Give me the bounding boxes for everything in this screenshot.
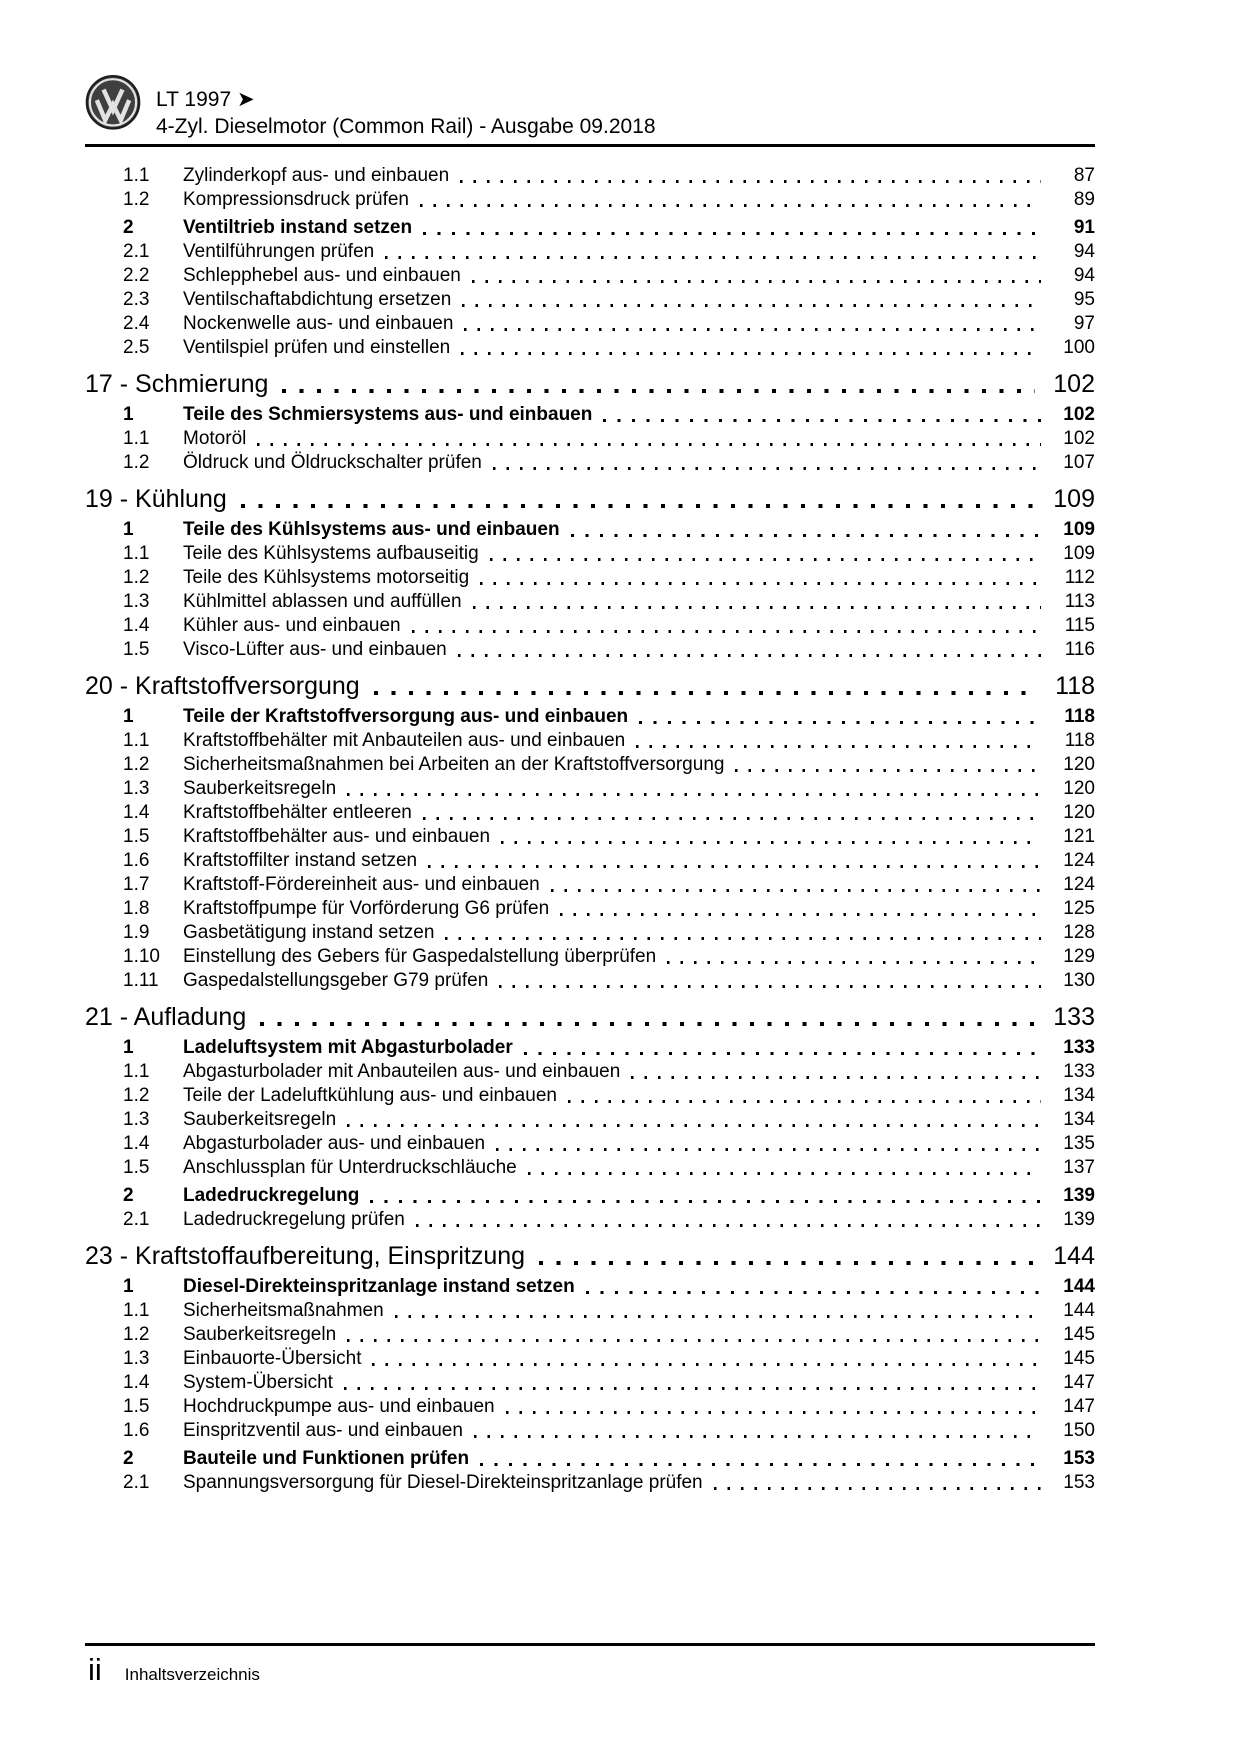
toc-entry-row[interactable] (85, 1447, 1095, 1471)
toc-entry-title: Gaspedalstellungsgeber G79 prüfen (183, 970, 489, 991)
dotted-leader (464, 328, 1041, 331)
toc-entry-page: 113 (1064, 591, 1095, 612)
toc-entry-page: 135 (1063, 1133, 1095, 1154)
toc-entry-page: 120 (1063, 778, 1095, 799)
toc-entry-title: Teile der Kraftstoffversorgung aus- und einbauen (183, 706, 629, 727)
toc-entry-page: 133 (1063, 1037, 1095, 1058)
toc-entry-row[interactable] (85, 873, 1095, 897)
toc-entry-number: 2.3 (123, 289, 150, 310)
toc-entry-page: 89 (1073, 189, 1095, 210)
toc-entry-number: 1.5 (123, 639, 150, 660)
dotted-leader (551, 889, 1041, 892)
toc-entry-title: Spannungsversorgung für Diesel-Direkteinspritzanlage prüfen (183, 1472, 703, 1493)
toc-entry-number: 1.6 (123, 1420, 150, 1441)
toc-entry-page: 150 (1063, 1420, 1095, 1441)
dotted-leader (412, 630, 1041, 633)
toc-entry-title: Ladedruckregelung (183, 1185, 360, 1206)
toc-entry-page: 129 (1063, 946, 1095, 967)
toc-entry-title: Kraftstoffbehälter aus- und einbauen (183, 826, 491, 847)
toc-entry-title: Diesel-Direkteinspritzanlage instand setzen (183, 1276, 575, 1297)
toc-chapter-row[interactable] (85, 369, 1095, 399)
toc-entry-page: 102 (1063, 404, 1095, 425)
toc-chapter-title: 19 - Kühlung (85, 485, 227, 513)
dotted-leader (395, 1315, 1041, 1318)
toc-entry-row[interactable] (85, 1347, 1095, 1371)
dotted-leader (241, 504, 1035, 508)
toc-entry-row[interactable] (85, 566, 1095, 590)
toc-entry-page: 112 (1064, 567, 1095, 588)
dotted-leader (282, 389, 1035, 393)
toc-entry-row[interactable] (85, 945, 1095, 969)
toc-entry-page: 121 (1063, 826, 1095, 847)
toc-entry-title: Nockenwelle aus- und einbauen (183, 313, 454, 334)
dotted-leader (420, 204, 1041, 207)
toc-entry-title: Teile des Kühlsystems motorseitig (183, 567, 470, 588)
toc-entry-row[interactable] (85, 240, 1095, 264)
dotted-leader (416, 1224, 1041, 1227)
toc-entry-number: 1 (123, 1037, 134, 1058)
toc-chapter-row[interactable] (85, 484, 1095, 514)
toc-entry-number: 1.2 (123, 1085, 150, 1106)
toc-entry-title: System-Übersicht (183, 1372, 333, 1393)
toc-entry-number: 1.5 (123, 1157, 150, 1178)
dotted-leader (496, 1148, 1041, 1151)
toc-entry-page: 133 (1063, 1061, 1095, 1082)
toc-entry-number: 1.4 (123, 802, 150, 823)
toc-entry-row[interactable] (85, 1084, 1095, 1108)
toc-entry-title: Sauberkeitsregeln (183, 1109, 337, 1130)
toc-entry-row[interactable] (85, 1108, 1095, 1132)
toc-entry-number: 1.9 (123, 922, 150, 943)
dotted-leader (445, 937, 1041, 940)
toc-entry-number: 1.10 (123, 946, 160, 967)
toc-chapter-title: 23 - Kraftstoffaufbereitung, Einspritzung (85, 1242, 526, 1270)
toc-entry-number: 1.4 (123, 1133, 150, 1154)
toc-entry-page: 100 (1063, 337, 1095, 358)
toc-entry-title: Abgasturbolader aus- und einbauen (183, 1133, 486, 1154)
model-line: LT 1997 ➤ (156, 88, 255, 111)
toc-entry-row[interactable] (85, 921, 1095, 945)
dotted-leader (385, 256, 1041, 259)
toc-chapter-page: 133 (1053, 1003, 1095, 1031)
toc-entry-page: 109 (1063, 519, 1095, 540)
toc-entry-row[interactable] (85, 969, 1095, 993)
toc-entry-page: 144 (1063, 1276, 1095, 1297)
toc-entry-row[interactable] (85, 1471, 1095, 1495)
toc-entry-title: Abgasturbolader mit Anbauteilen aus- und einbauen (183, 1061, 621, 1082)
toc-entry-number: 1.8 (123, 898, 150, 919)
header-rule (85, 144, 1095, 147)
toc-chapter-title: 21 - Aufladung (85, 1003, 247, 1031)
toc-entry-page: 109 (1063, 543, 1095, 564)
toc-entry-title: Einspritzventil aus- und einbauen (183, 1420, 463, 1441)
dotted-leader (347, 793, 1041, 796)
toc-entry-row[interactable] (85, 849, 1095, 873)
toc-entry-row[interactable] (85, 590, 1095, 614)
dotted-leader (423, 817, 1041, 820)
dotted-leader (636, 745, 1041, 748)
toc-entry-row[interactable] (85, 1395, 1095, 1419)
toc-entry-title: Kraftstoff-Fördereinheit aus- und einbauen (183, 874, 540, 895)
edition-line: 4-Zyl. Dieselmotor (Common Rail) - Ausgabe 09.2018 (156, 115, 656, 138)
toc-entry-number: 1.1 (123, 428, 150, 449)
dotted-leader (639, 721, 1041, 724)
toc-entry-page: 134 (1063, 1109, 1095, 1130)
toc-entry-row[interactable] (85, 164, 1095, 188)
toc-entry-page: 137 (1063, 1157, 1095, 1178)
toc-entry-title: Sauberkeitsregeln (183, 1324, 337, 1345)
footer-rule (85, 1643, 1095, 1646)
toc-entry-page: 124 (1063, 874, 1095, 895)
toc-chapter-row[interactable] (85, 671, 1095, 701)
toc-entry-title: Kühler aus- und einbauen (183, 615, 401, 636)
toc-entry-page: 95 (1073, 289, 1095, 310)
toc-entry-number: 1.1 (123, 543, 150, 564)
dotted-leader (568, 1100, 1041, 1103)
dotted-leader (631, 1076, 1041, 1079)
toc-entry-row[interactable] (85, 1132, 1095, 1156)
toc-entry-number: 2 (123, 1185, 134, 1206)
toc-entry-page: 94 (1073, 241, 1095, 262)
toc-entry-row[interactable] (85, 825, 1095, 849)
dotted-leader (257, 443, 1041, 446)
toc-entry-number: 1 (123, 404, 134, 425)
dotted-leader (460, 180, 1041, 183)
footer-section-label: Inhaltsverzeichnis (124, 1665, 260, 1684)
toc-entry-number: 2 (123, 217, 134, 238)
toc-entry-page: 91 (1073, 217, 1095, 238)
toc-entry-row[interactable] (85, 288, 1095, 312)
toc-entry-title: Kraftstoffpumpe für Vorförderung G6 prüfen (183, 898, 550, 919)
toc-entry-page: 147 (1063, 1372, 1095, 1393)
toc-entry-title: Ventilspiel prüfen und einstellen (183, 337, 451, 358)
toc-entry-row[interactable] (85, 1275, 1095, 1299)
dotted-leader (458, 654, 1041, 657)
toc-entry-title: Kraftstoffbehälter mit Anbauteilen aus- und einbauen (183, 730, 626, 751)
toc-entry-page: 128 (1063, 922, 1095, 943)
toc-chapter-page: 102 (1053, 370, 1095, 398)
toc-entry-page: 145 (1063, 1348, 1095, 1369)
toc-entry-number: 1.1 (123, 1300, 150, 1321)
toc-entry-number: 1.2 (123, 452, 150, 473)
toc-entry-title: Sauberkeitsregeln (183, 778, 337, 799)
toc-entry-title: Kraftstoffbehälter entleeren (183, 802, 412, 823)
toc-chapter-title: 17 - Schmierung (85, 370, 269, 398)
dotted-leader (667, 961, 1041, 964)
dotted-leader (528, 1172, 1041, 1175)
toc-entry-title: Zylinderkopf aus- und einbauen (183, 165, 450, 186)
toc-entry-page: 153 (1063, 1472, 1095, 1493)
toc-entry-row[interactable] (85, 1060, 1095, 1084)
dotted-leader (260, 1022, 1035, 1026)
toc-entry-row[interactable] (85, 451, 1095, 475)
toc-entry-number: 1.11 (123, 970, 159, 991)
dotted-leader (423, 232, 1041, 235)
dotted-leader (480, 1463, 1041, 1466)
toc-entry-number: 1.1 (123, 730, 150, 751)
toc-entry-number: 2.1 (123, 241, 150, 262)
dotted-leader (347, 1124, 1041, 1127)
toc-entry-title: Hochdruckpumpe aus- und einbauen (183, 1396, 495, 1417)
toc-entry-row[interactable] (85, 216, 1095, 240)
toc-entry-title: Kühlmittel ablassen und auffüllen (183, 591, 462, 612)
toc-entry-title: Einbauorte-Übersicht (183, 1348, 362, 1369)
dotted-leader (480, 582, 1041, 585)
toc-entry-title: Ventilführungen prüfen (183, 241, 375, 262)
toc-entry-row[interactable] (85, 542, 1095, 566)
toc-entry-title: Ventiltrieb instand setzen (183, 217, 413, 238)
toc-entry-number: 2.1 (123, 1209, 150, 1230)
dotted-leader (714, 1487, 1041, 1490)
toc-entry-page: 145 (1063, 1324, 1095, 1345)
dotted-leader (506, 1411, 1041, 1414)
dotted-leader (603, 419, 1041, 422)
toc-chapter-title: 20 - Kraftstoffversorgung (85, 672, 360, 700)
toc-entry-page: 118 (1064, 730, 1095, 751)
toc-entry-number: 1.3 (123, 1348, 150, 1369)
toc-entry-title: Ladedruckregelung prüfen (183, 1209, 405, 1230)
toc-entry-number: 1.3 (123, 778, 150, 799)
toc-entry-number: 2.5 (123, 337, 150, 358)
toc-entry-page: 153 (1063, 1448, 1095, 1469)
toc-entry-number: 1.5 (123, 826, 150, 847)
toc-entry-page: 87 (1073, 165, 1095, 186)
dotted-leader (735, 769, 1041, 772)
toc-entry-row[interactable] (85, 1036, 1095, 1060)
toc-entry-row[interactable] (85, 897, 1095, 921)
toc-entry-page: 116 (1064, 639, 1095, 660)
toc-entry-title: Ventilschaftabdichtung ersetzen (183, 289, 452, 310)
dotted-leader (374, 691, 1035, 695)
dotted-leader (560, 913, 1041, 916)
toc-entry-page: 97 (1073, 313, 1095, 334)
toc-entry-number: 2.2 (123, 265, 150, 286)
toc-entry-row[interactable] (85, 1419, 1095, 1443)
toc-entry-number: 2 (123, 1448, 134, 1469)
dotted-leader (501, 841, 1041, 844)
toc-chapter-row[interactable] (85, 1241, 1095, 1271)
toc-entry-title: Visco-Lüfter aus- und einbauen (183, 639, 447, 660)
toc-entry-page: 120 (1063, 754, 1095, 775)
toc-entry-number: 1 (123, 519, 134, 540)
dotted-leader (499, 985, 1041, 988)
toc-chapter-page: 144 (1053, 1242, 1095, 1270)
toc-entry-title: Gasbetätigung instand setzen (183, 922, 435, 943)
toc-entry-page: 130 (1063, 970, 1095, 991)
toc-entry-row[interactable] (85, 264, 1095, 288)
dotted-leader (462, 304, 1041, 307)
toc-entry-title: Schlepphebel aus- und einbauen (183, 265, 461, 286)
toc-entry-number: 1.2 (123, 567, 150, 588)
toc (85, 158, 1095, 1495)
toc-entry-number: 1.1 (123, 1061, 150, 1082)
toc-entry-number: 1.5 (123, 1396, 150, 1417)
toc-entry-number: 2.1 (123, 1472, 150, 1493)
toc-entry-number: 2.4 (123, 313, 150, 334)
toc-entry-title: Kraftstoffilter instand setzen (183, 850, 418, 871)
dotted-leader (461, 352, 1041, 355)
toc-entry-title: Teile des Kühlsystems aus- und einbauen (183, 519, 560, 540)
toc-entry-page: 147 (1063, 1396, 1095, 1417)
toc-entry-row[interactable] (85, 753, 1095, 777)
dotted-leader (344, 1387, 1041, 1390)
toc-entry-row[interactable] (85, 1323, 1095, 1347)
toc-entry-title: Sicherheitsmaßnahmen bei Arbeiten an der Kraftstoffversorgung (183, 754, 725, 775)
dotted-leader (372, 1363, 1041, 1366)
toc-entry-page: 139 (1063, 1209, 1095, 1230)
toc-entry-number: 1.4 (123, 1372, 150, 1393)
toc-entry-title: Teile des Kühlsystems aufbauseitig (183, 543, 479, 564)
toc-entry-title: Kompressionsdruck prüfen (183, 189, 409, 210)
toc-entry-row[interactable] (85, 729, 1095, 753)
toc-entry-page: 115 (1064, 615, 1095, 636)
dotted-leader (347, 1339, 1041, 1342)
page-header (85, 70, 1095, 140)
dotted-leader (490, 558, 1041, 561)
toc-entry-number: 1.1 (123, 165, 150, 186)
page-footer (88, 1650, 260, 1690)
toc-entry-row[interactable] (85, 336, 1095, 360)
toc-entry-number: 1.3 (123, 591, 150, 612)
toc-entry-title: Teile der Ladeluftkühlung aus- und einbauen (183, 1085, 557, 1106)
toc-entry-row[interactable] (85, 518, 1095, 542)
toc-entry-number: 1.3 (123, 1109, 150, 1130)
toc-entry-page: 124 (1063, 850, 1095, 871)
toc-entry-row[interactable] (85, 801, 1095, 825)
dotted-leader (474, 1435, 1041, 1438)
toc-entry-title: Einstellung des Gebers für Gaspedalstellung überprüfen (183, 946, 657, 967)
toc-chapter-page: 118 (1055, 672, 1095, 700)
folio-number: ii (88, 1652, 102, 1687)
toc-entry-page: 107 (1063, 452, 1095, 473)
toc-entry-row[interactable] (85, 705, 1095, 729)
toc-entry-page: 134 (1063, 1085, 1095, 1106)
toc-entry-title: Bauteile und Funktionen prüfen (183, 1448, 470, 1469)
dotted-leader (370, 1200, 1041, 1203)
toc-chapter-page: 109 (1053, 485, 1095, 513)
toc-chapter-row[interactable] (85, 1002, 1095, 1032)
toc-entry-row[interactable] (85, 188, 1095, 212)
toc-entry-title: Öldruck und Öldruckschalter prüfen (183, 452, 482, 473)
toc-entry-row[interactable] (85, 427, 1095, 451)
header-text (156, 86, 656, 140)
dotted-leader (493, 467, 1041, 470)
toc-entry-row[interactable] (85, 1299, 1095, 1323)
toc-entry-row[interactable] (85, 614, 1095, 638)
toc-entry-page: 144 (1063, 1300, 1095, 1321)
dotted-leader (472, 280, 1041, 283)
toc-entry-title: Anschlussplan für Unterdruckschläuche (183, 1157, 517, 1178)
toc-entry-title: Ladeluftsystem mit Abgasturbolader (183, 1037, 513, 1058)
toc-entry-number: 1.7 (123, 874, 150, 895)
dotted-leader (428, 865, 1041, 868)
toc-entry-page: 125 (1063, 898, 1095, 919)
toc-entry-number: 1 (123, 1276, 134, 1297)
dotted-leader (524, 1052, 1041, 1055)
toc-entry-row[interactable] (85, 1371, 1095, 1395)
toc-entry-number: 1.4 (123, 615, 150, 636)
toc-entry-row[interactable] (85, 312, 1095, 336)
toc-entry-title: Sicherheitsmaßnahmen (183, 1300, 384, 1321)
dotted-leader (586, 1291, 1041, 1294)
dotted-leader (473, 606, 1041, 609)
toc-entry-number: 1.2 (123, 754, 150, 775)
toc-entry-row[interactable] (85, 1184, 1095, 1208)
toc-entry-row[interactable] (85, 403, 1095, 427)
toc-entry-page: 94 (1073, 265, 1095, 286)
toc-entry-number: 1.2 (123, 1324, 150, 1345)
toc-entry-title: Motoröl (183, 428, 247, 449)
toc-entry-page: 120 (1063, 802, 1095, 823)
dotted-leader (539, 1261, 1035, 1265)
toc-entry-number: 1.2 (123, 189, 150, 210)
toc-entry-title: Teile des Schmiersystems aus- und einbauen (183, 404, 593, 425)
toc-entry-page: 139 (1063, 1185, 1095, 1206)
vw-logo (85, 70, 141, 138)
toc-entry-row[interactable] (85, 1156, 1095, 1180)
toc-entry-row[interactable] (85, 638, 1095, 662)
toc-entry-number: 1.6 (123, 850, 150, 871)
dotted-leader (571, 534, 1041, 537)
toc-entry-row[interactable] (85, 777, 1095, 801)
toc-entry-page: 118 (1064, 706, 1095, 727)
toc-entry-number: 1 (123, 706, 134, 727)
toc-entry-row[interactable] (85, 1208, 1095, 1232)
toc-entry-page: 102 (1063, 428, 1095, 449)
